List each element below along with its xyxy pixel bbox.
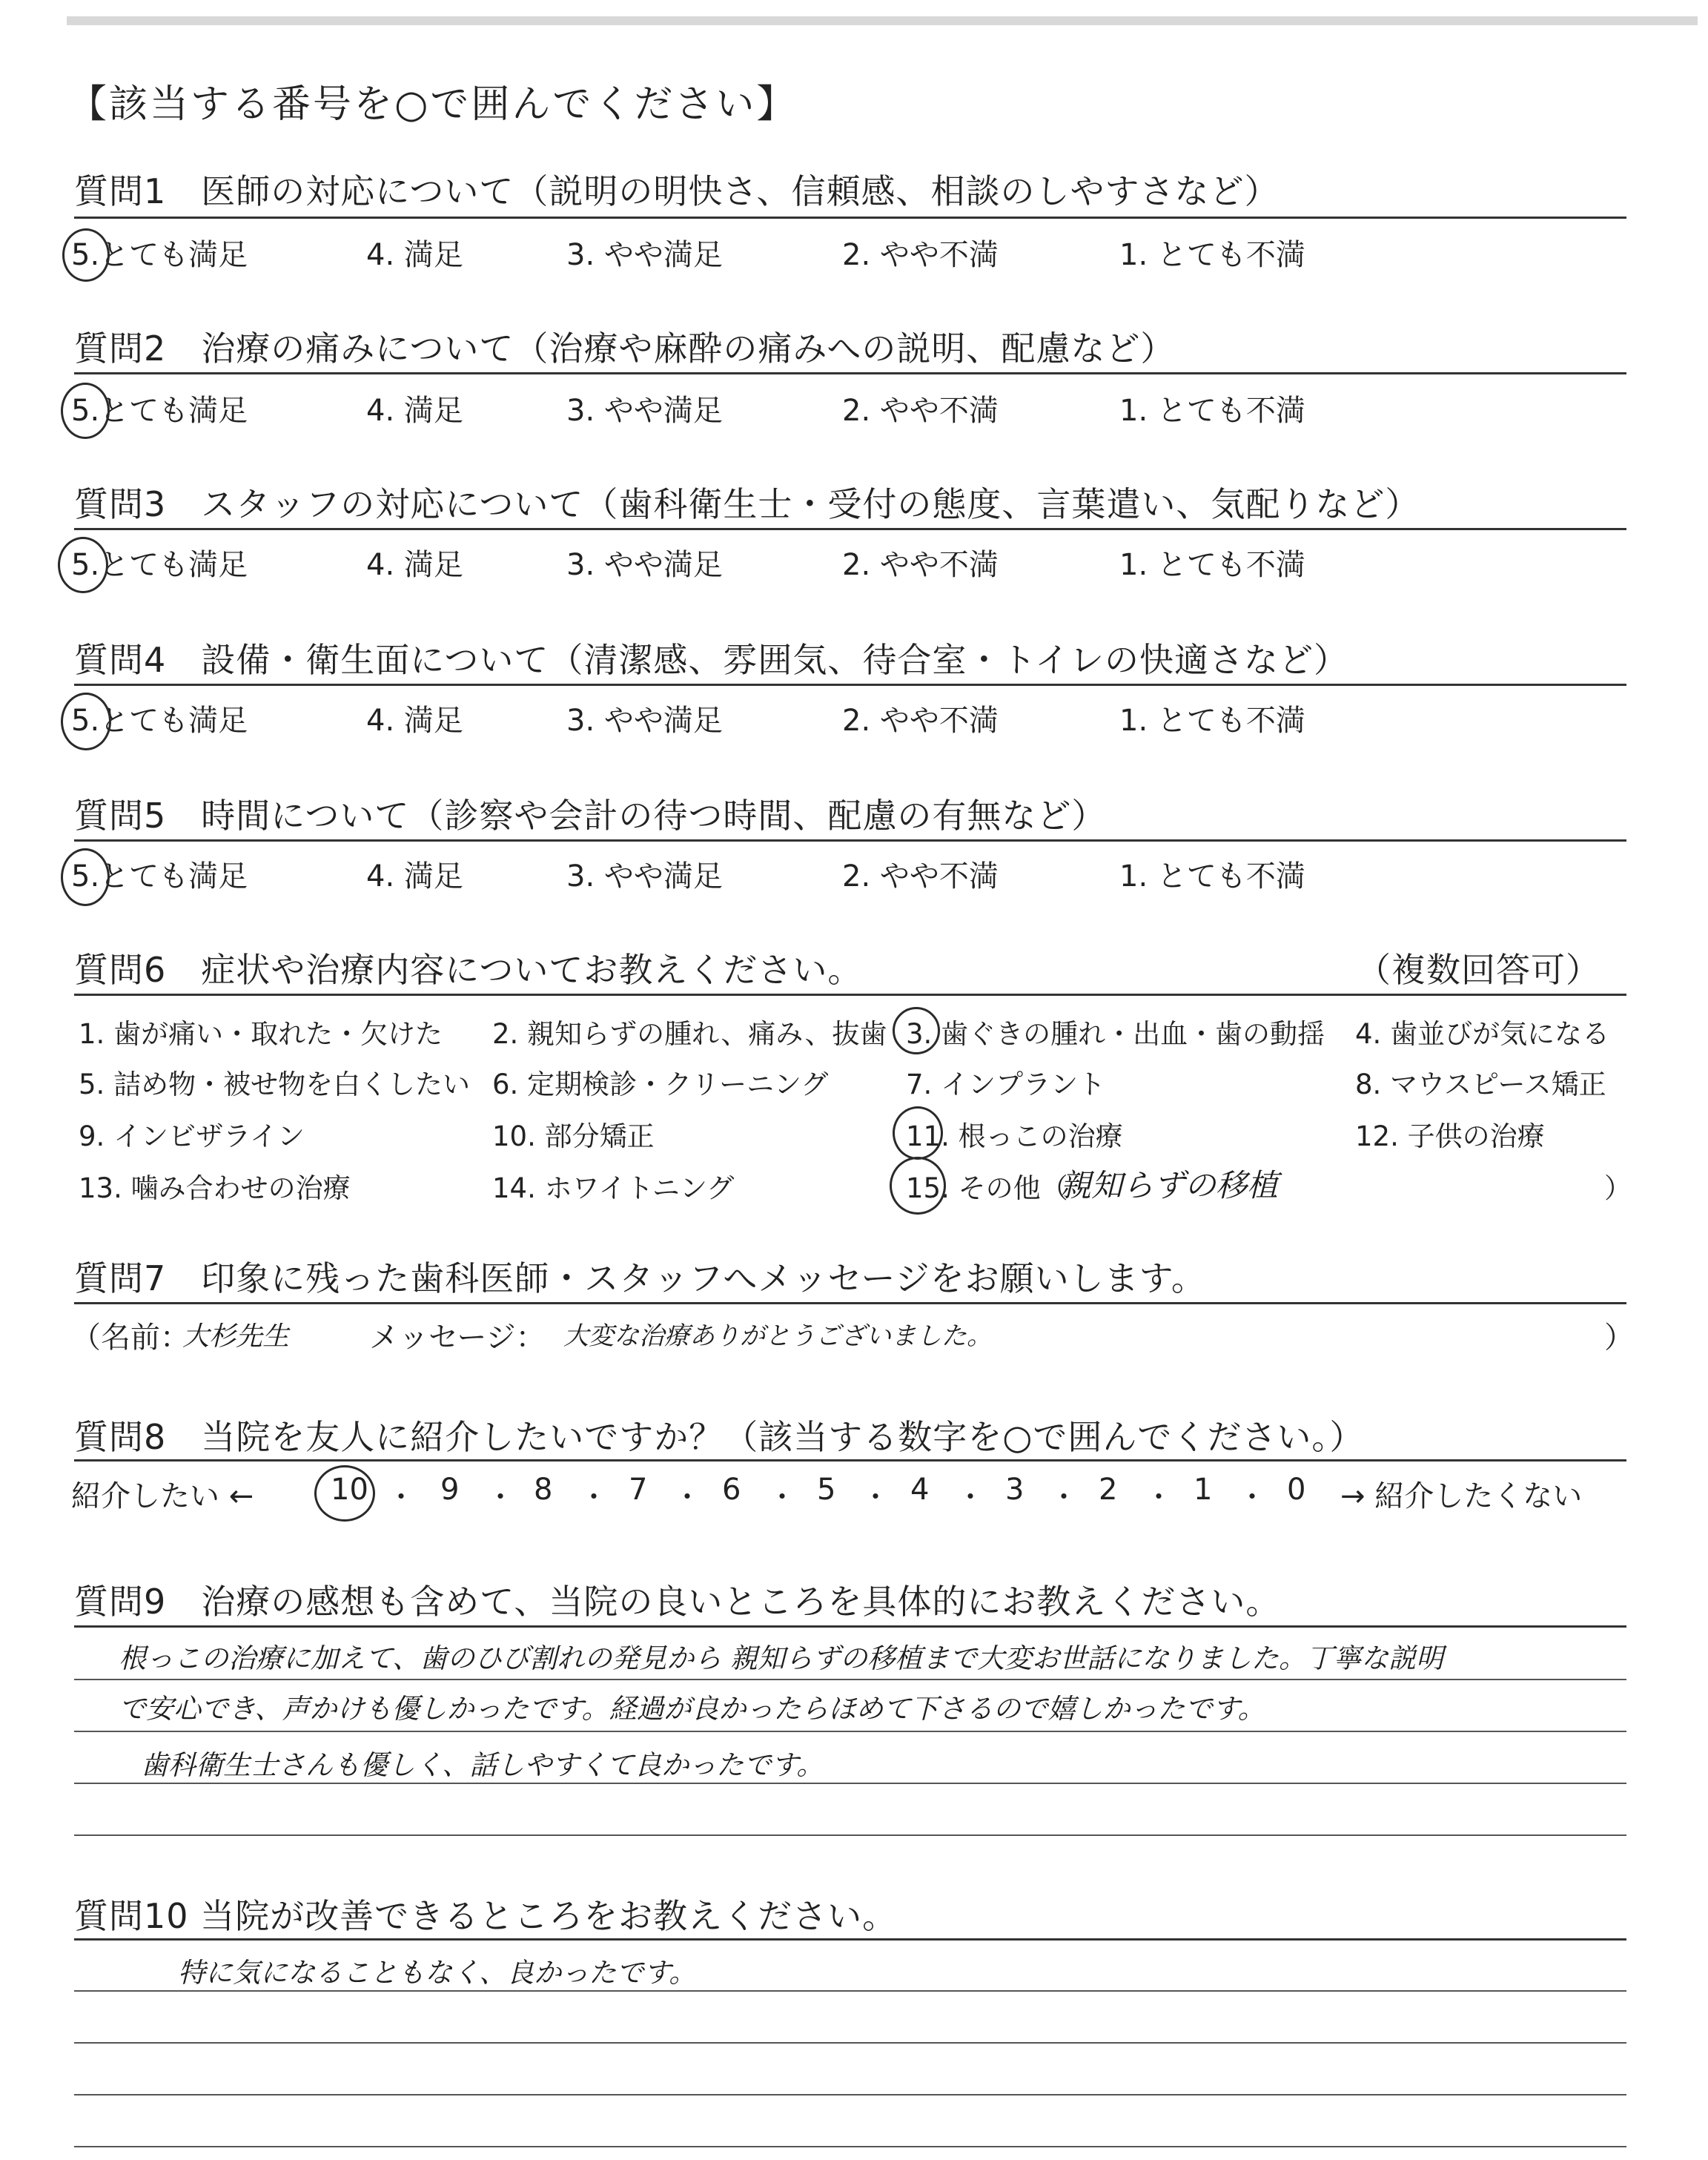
q4-option-2[interactable]: 2. やや不満 [842,704,999,738]
q6-item-3[interactable]: 3. 歯ぐきの腫れ・出血・歯の動揺 [906,1018,1325,1050]
q2-option-5[interactable]: 5.とても満足 [71,394,248,428]
instruction-heading: 【該当する番号を○で囲んでください】 [68,82,798,127]
q6-underline [74,994,1626,996]
q5-title: 質問5 時間について（診察や会計の待つ時間、配慮の有無など） [74,796,1107,836]
q1-option-5[interactable]: 5.とても満足 [71,238,248,272]
q3-underline [74,528,1626,530]
q5-underline [74,839,1626,842]
q2-underline [74,372,1626,374]
q4-option-1[interactable]: 1. とても不満 [1119,704,1305,738]
q5-option-2[interactable]: 2. やや不満 [842,859,999,894]
q2-selection-circle [61,383,110,439]
q1-option-2[interactable]: 2. やや不満 [842,238,999,272]
q7-name-label: （名前： [71,1321,190,1355]
q2-option-1[interactable]: 1. とても不満 [1119,394,1305,428]
q9-writing-line [74,1834,1626,1836]
q3-option-5[interactable]: 5.とても満足 [71,548,248,582]
q6-item-4[interactable]: 4. 歯並びが気になる [1355,1018,1610,1050]
q3-option-2[interactable]: 2. やや不満 [842,548,999,582]
q8-dot: ・ [1050,1481,1079,1513]
q5-option-4[interactable]: 4. 満足 [366,859,463,894]
q6-item-3-circle [893,1007,940,1054]
q8-dot: ・ [1145,1481,1174,1513]
q8-title: 質問8 当院を友人に紹介したいですか？（該当する数字を○で囲んでください。） [74,1417,1365,1457]
q10-writing-line [74,2094,1626,2095]
q1-underline [74,217,1626,219]
q8-scale-2[interactable]: 2 [1099,1473,1118,1507]
q7-name-handwritten: 大杉先生 [182,1321,290,1352]
q9-answer-line-1: 根っこの治療に加えて、歯のひび割れの発見から 親知らずの移植まで大変お世話になりました。丁寧な説明 [119,1642,1444,1674]
q8-dot: ・ [673,1481,702,1513]
q4-option-5[interactable]: 5.とても満足 [71,704,248,738]
q5-selection-circle [61,848,110,906]
q2-title: 質問2 治療の痛みについて（治療や麻酔の痛みへの説明、配慮など） [74,328,1176,369]
q7-underline [74,1302,1626,1304]
q6-item-7[interactable]: 7. インプラント [906,1069,1106,1100]
q6-multiple-note: （複数回答可） [1357,950,1601,990]
q8-scale-10[interactable]: 10 [331,1473,368,1507]
q6-item-8[interactable]: 8. マウスピース矯正 [1355,1069,1606,1100]
q1-selection-circle [62,228,110,282]
q8-scale-4[interactable]: 4 [910,1473,930,1507]
q8-scale-9[interactable]: 9 [440,1473,460,1507]
q8-right-label: → 紹介したくない [1340,1479,1583,1513]
q9-writing-line [74,1679,1626,1680]
q7-message-label: メッセージ： [369,1321,546,1355]
q3-selection-circle [58,537,108,593]
q9-writing-line [74,1731,1626,1732]
q8-scale-5[interactable]: 5 [817,1473,836,1507]
q2-option-3[interactable]: 3. やや満足 [566,394,723,428]
q8-scale-7[interactable]: 7 [629,1473,648,1507]
q9-writing-line [74,1783,1626,1784]
q7-message-handwritten: 大変な治療ありがとうございました。 [563,1321,992,1351]
q3-option-3[interactable]: 3. やや満足 [566,548,723,582]
q6-item-5[interactable]: 5. 詰め物・被せ物を白くしたい [79,1069,471,1100]
q2-option-2[interactable]: 2. やや不満 [842,394,999,428]
q6-item-12[interactable]: 12. 子供の治療 [1355,1120,1545,1152]
q5-option-3[interactable]: 3. やや満足 [566,859,723,894]
q8-scale-8[interactable]: 8 [534,1473,553,1507]
q8-selection-circle [314,1465,375,1522]
q4-selection-circle [61,693,111,750]
q6-item-15-circle [890,1157,946,1215]
q6-item-6[interactable]: 6. 定期検診・クリーニング [492,1069,829,1100]
q8-scale-6[interactable]: 6 [722,1473,741,1507]
q8-scale-0[interactable]: 0 [1287,1473,1306,1507]
q7-close: ） [1604,1321,1634,1355]
q6-title: 質問6 症状や治療内容についてお教えください。 [74,950,863,990]
q1-option-1[interactable]: 1. とても不満 [1119,238,1305,272]
q8-dot: ・ [580,1481,609,1513]
q8-dot: ・ [1238,1481,1267,1513]
q6-item-15[interactable]: 15. その他（ [906,1172,1068,1204]
q10-writing-line [74,2042,1626,2044]
q6-other-close: ） [1604,1172,1632,1204]
q8-dot: ・ [956,1481,985,1513]
q8-dot: ・ [861,1481,890,1513]
q1-title: 質問1 医師の対応について（説明の明快さ、信頼感、相談のしやすさなど） [74,171,1280,211]
q6-item-14[interactable]: 14. ホワイトニング [492,1172,735,1204]
q9-title: 質問9 治療の感想も含めて、当院の良いところを具体的にお教えください。 [74,1582,1281,1622]
q6-item-9[interactable]: 9. インビザライン [79,1120,305,1152]
q8-dot: ・ [768,1481,797,1513]
q5-option-5[interactable]: 5.とても満足 [71,859,248,894]
q5-option-1[interactable]: 1. とても不満 [1119,859,1305,894]
q6-item-11[interactable]: 11. 根っこの治療 [906,1120,1123,1152]
q8-dot: ・ [387,1481,416,1513]
q10-writing-line [74,1990,1626,1992]
q6-item-1[interactable]: 1. 歯が痛い・取れた・欠けた [79,1018,443,1050]
q3-title: 質問3 スタッフの対応について（歯科衛生士・受付の態度、言葉遣い、気配りなど） [74,484,1420,524]
q3-option-1[interactable]: 1. とても不満 [1119,548,1305,582]
q2-option-4[interactable]: 4. 満足 [366,394,463,428]
q3-option-4[interactable]: 4. 満足 [366,548,463,582]
q8-left-label: 紹介したい ← [71,1479,254,1513]
q8-underline [74,1459,1626,1462]
q9-underline [74,1625,1626,1628]
scan-top-edge [67,16,1698,25]
q6-item-11-circle [893,1106,943,1160]
q9-answer-line-3: 歯科衛生士さんも優しく、話しやすくて良かったです。 [141,1749,824,1781]
q6-item-2[interactable]: 2. 親知らずの腫れ、痛み、抜歯 [492,1018,887,1050]
q4-title: 質問4 設備・衛生面について（清潔感、雰囲気、待合室・トイレの快適さなど） [74,640,1349,680]
q10-title: 質問10 当院が改善できるところをお教えください。 [74,1896,898,1936]
q4-option-3[interactable]: 3. やや満足 [566,704,723,738]
q10-writing-line [74,2146,1626,2147]
q1-option-4[interactable]: 4. 満足 [366,238,463,272]
q6-item-13[interactable]: 13. 噛み合わせの治療 [79,1172,351,1204]
q10-answer-line-1: 特に気になることもなく、良かったです。 [178,1957,697,1989]
q1-option-3[interactable]: 3. やや満足 [566,238,723,272]
q6-item-10[interactable]: 10. 部分矯正 [492,1120,655,1152]
q8-scale-1[interactable]: 1 [1194,1473,1213,1507]
q6-other-handwritten: 親知らずの移植 [1060,1167,1279,1203]
q10-underline [74,1938,1626,1941]
q7-title: 質問7 印象に残った歯科医師・スタッフへメッセージをお願いします。 [74,1258,1206,1298]
q8-scale-3[interactable]: 3 [1005,1473,1025,1507]
q4-underline [74,684,1626,686]
q4-option-4[interactable]: 4. 満足 [366,704,463,738]
q9-answer-line-2: で安心でき、声かけも優しかったです。経過が良かったらほめて下さるので嬉しかったです。 [119,1693,1265,1725]
q8-dot: ・ [486,1481,515,1513]
